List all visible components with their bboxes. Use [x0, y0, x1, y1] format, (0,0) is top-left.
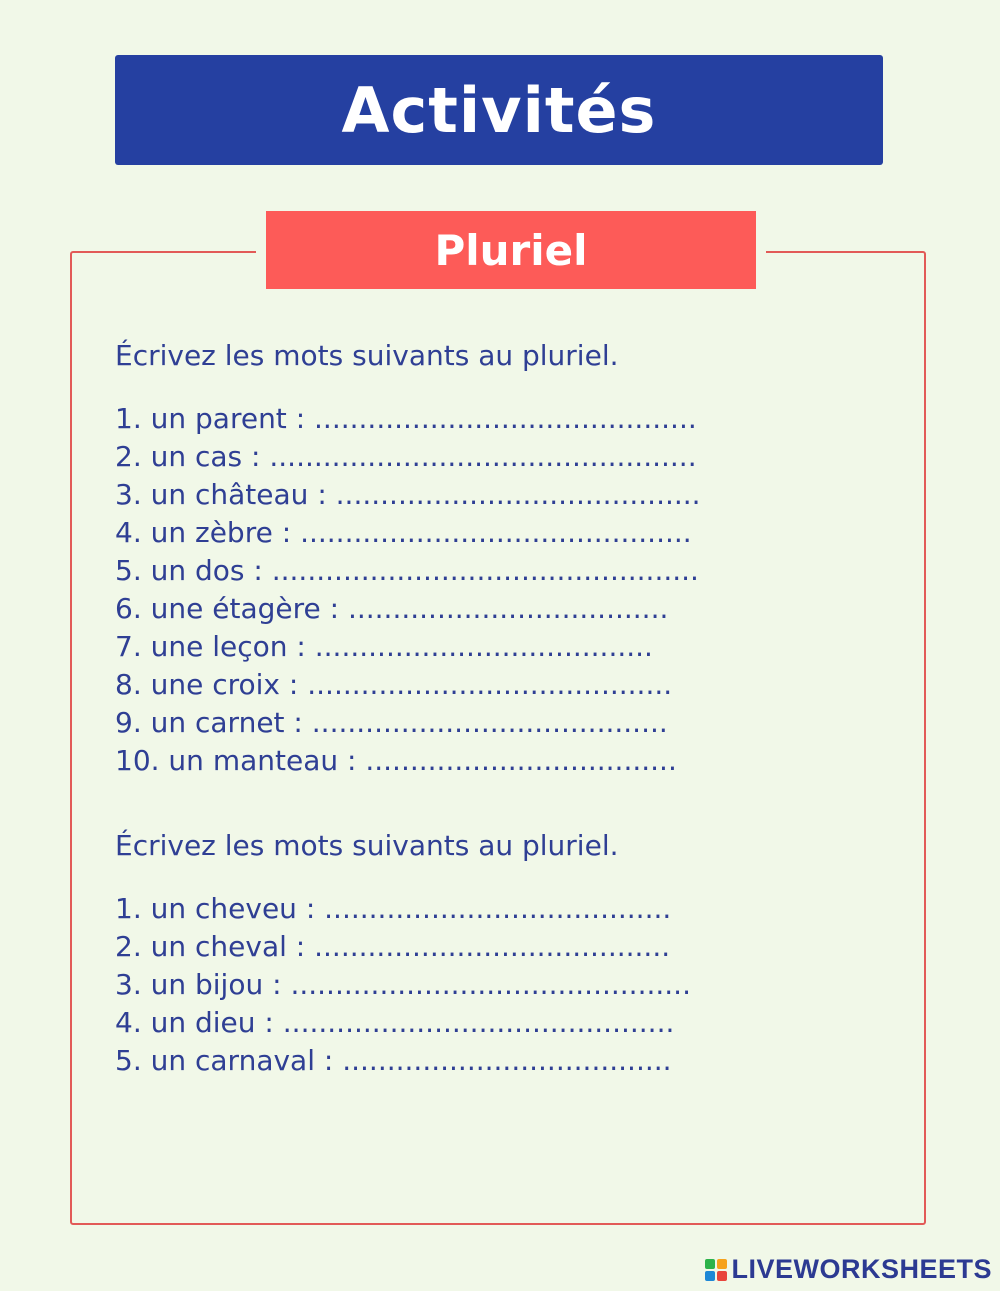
exercise-item[interactable]: 9. un carnet : ........................................	[115, 706, 668, 739]
logo-grid-icon	[705, 1259, 727, 1281]
logo-text: LIVEWORKSHEETS	[731, 1254, 992, 1284]
exercise-item[interactable]: 1. un parent : ...........................................	[115, 402, 697, 435]
exercise-block-2	[115, 824, 905, 1080]
exercise-1-list	[115, 400, 905, 780]
exercise-item[interactable]: 5. un dos : ................................................	[115, 554, 699, 587]
exercise-item[interactable]: 3. un bijou : .............................................	[115, 968, 691, 1001]
liveworksheets-logo[interactable]	[705, 1254, 992, 1285]
section-banner	[256, 211, 766, 289]
title-banner	[115, 55, 883, 165]
exercise-item[interactable]: 7. une leçon : ......................................	[115, 630, 653, 663]
exercise-2-list	[115, 890, 905, 1080]
exercise-item[interactable]: 6. une étagère : ....................................	[115, 592, 669, 625]
exercise-content	[115, 334, 905, 1080]
exercise-item[interactable]: 5. un carnaval : .....................................	[115, 1044, 672, 1077]
exercise-1-instruction: Écrivez les mots suivants au pluriel.	[115, 339, 619, 372]
exercise-2-instruction: Écrivez les mots suivants au pluriel.	[115, 829, 619, 862]
exercise-item[interactable]: 3. un château : .........................................	[115, 478, 701, 511]
exercise-item[interactable]: 10. un manteau : ...................................	[115, 744, 677, 777]
exercise-item[interactable]: 4. un zèbre : ............................................	[115, 516, 692, 549]
exercise-item[interactable]: 4. un dieu : ............................................	[115, 1006, 675, 1039]
section-title: Pluriel	[434, 225, 588, 275]
exercise-item[interactable]: 1. un cheveu : .......................................	[115, 892, 672, 925]
page-title: Activités	[341, 73, 657, 147]
exercise-block-1	[115, 334, 905, 780]
exercise-item[interactable]: 2. un cas : ................................................	[115, 440, 697, 473]
exercise-item[interactable]: 8. une croix : .........................................	[115, 668, 673, 701]
exercise-item[interactable]: 2. un cheval : ........................................	[115, 930, 671, 963]
